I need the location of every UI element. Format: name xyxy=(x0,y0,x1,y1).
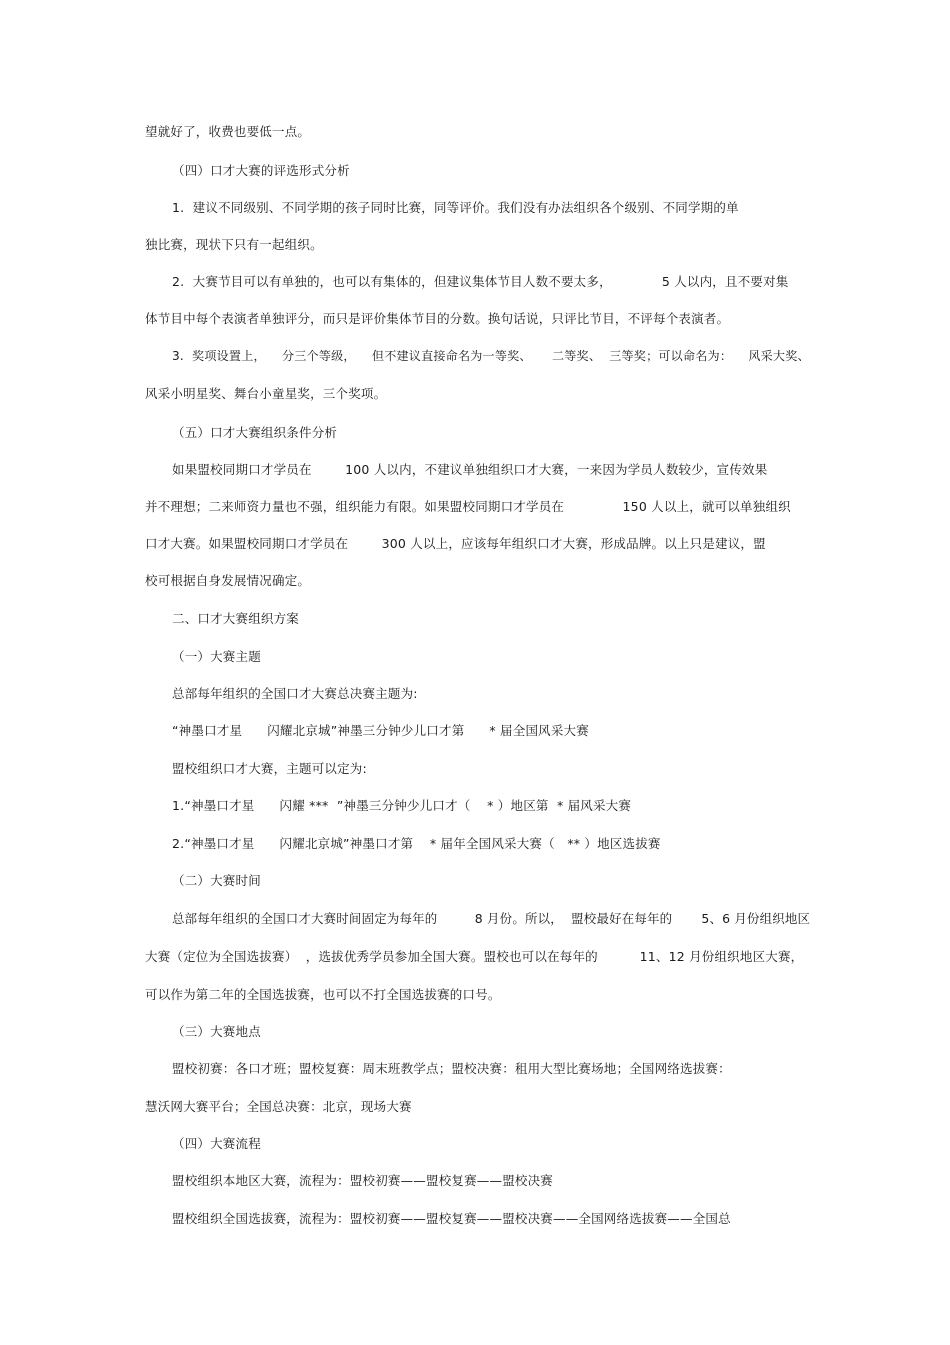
text-line: 风采小明星奖、舞台小童星奖，三个奖项。 xyxy=(145,386,387,401)
text-line: 独比赛，现状下只有一起组织。 xyxy=(145,237,323,252)
text-line: 盟校组织口才大赛，主题可以定为: xyxy=(172,761,367,776)
text-line: 总部每年组织的全国口才大赛总决赛主题为: xyxy=(172,686,418,701)
text-line: 大赛（定位为全国选拔赛） ，选拔优秀学员参加全国大赛。盟校也可以在每年的 11、12 月份组织地区大赛， xyxy=(145,949,804,964)
text-line: 总部每年组织的全国口才大赛时间固定为每年的 8 月份。所以， 盟校最好在每年的 5、6 月份组织地区 xyxy=(172,911,811,926)
text-line: 盟校组织全国选拔赛，流程为：盟校初赛——盟校复赛——盟校决赛——全国网络选拔赛——全国总 xyxy=(172,1211,731,1226)
text-line: 慧沃网大赛平台；全国总决赛：北京，现场大赛 xyxy=(145,1099,412,1114)
text-line: 2.“神墨口才星 闪耀北京城”神墨口才第 * 届年全国风采大赛（ ** ）地区选拔赛 xyxy=(172,836,661,851)
section-heading: 二、口才大赛组织方案 xyxy=(172,611,300,626)
text-line: 3. 奖项设置上， 分三个等级， 但不建议直接命名为一等奖、 二等奖、 三等奖；可以命名为： 风采大奖、 xyxy=(172,349,810,363)
text-line: 如果盟校同期口才学员在 100 人以内，不建议单独组织口才大赛，一来因为学员人数较少，宣传效果 xyxy=(172,462,768,477)
section-heading: （三）大赛地点 xyxy=(172,1024,261,1039)
section-heading: （四）大赛流程 xyxy=(172,1136,261,1151)
text-line: 校可根据自身发展情况确定。 xyxy=(145,573,311,588)
section-heading: （四）口才大赛的评选形式分析 xyxy=(172,163,350,178)
text-line: 望就好了，收费也要低一点。 xyxy=(145,124,311,139)
text-line: 2. 大赛节目可以有单独的，也可以有集体的，但建议集体节目人数不要太多， 5 人以内，且不要对集 xyxy=(172,274,789,289)
section-heading: （一）大赛主题 xyxy=(172,649,261,664)
text-line: 可以作为第二年的全国选拔赛，也可以不打全国选拔赛的口号。 xyxy=(145,987,501,1002)
text-line: 并不理想；二来师资力量也不强，组织能力有限。如果盟校同期口才学员在 150 人以上，就可以单独组织 xyxy=(145,499,791,514)
text-line: 盟校初赛：各口才班；盟校复赛：周末班教学点；盟校决赛：租用大型比赛场地；全国网络选拔赛： xyxy=(172,1061,731,1076)
text-line: “神墨口才星 闪耀北京城”神墨三分钟少儿口才第 * 届全国风采大赛 xyxy=(172,723,589,738)
text-line: 口才大赛。如果盟校同期口才学员在 300 人以上，应该每年组织口才大赛，形成品牌。以上只是建议，盟 xyxy=(145,536,766,551)
text-line: 1. 建议不同级别、不同学期的孩子同时比赛，同等评价。我们没有办法组织各个级别、不同学期的单 xyxy=(172,200,739,215)
section-heading: （二）大赛时间 xyxy=(172,873,261,888)
section-heading: （五）口才大赛组织条件分析 xyxy=(172,425,338,440)
text-line: 盟校组织本地区大赛，流程为：盟校初赛——盟校复赛——盟校决赛 xyxy=(172,1173,554,1188)
text-line: 1.“神墨口才星 闪耀 *** ”神墨三分钟少儿口才（ * ）地区第 * 届风采大赛 xyxy=(172,798,632,813)
text-line: 体节目中每个表演者单独评分，而只是评价集体节目的分数。换句话说，只评比节目，不评每个表演者。 xyxy=(145,311,730,326)
